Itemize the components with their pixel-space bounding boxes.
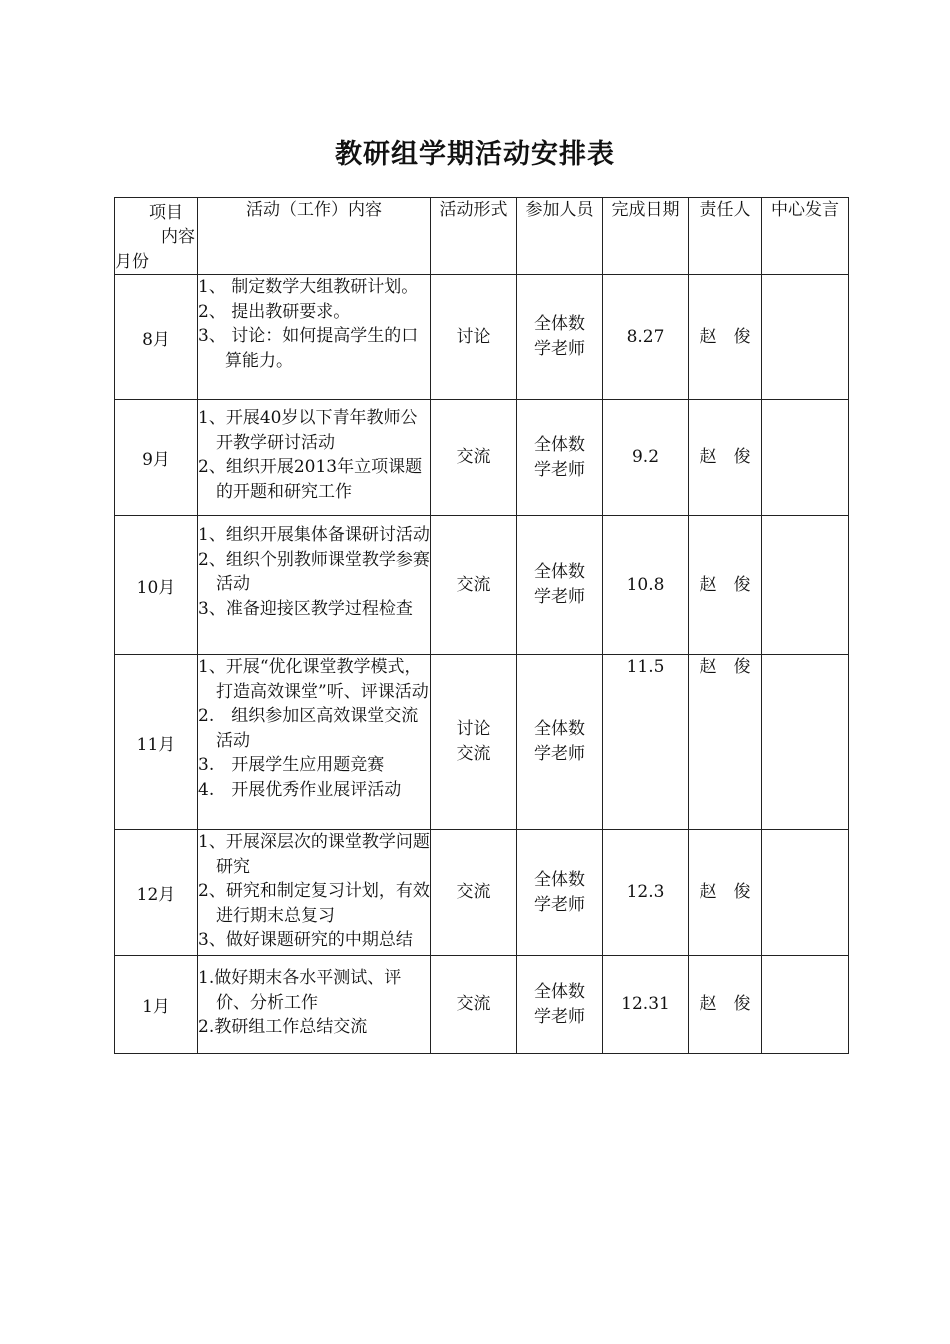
center-cell [762, 400, 849, 516]
month-cell: 8月 [115, 275, 198, 400]
table-row [115, 655, 849, 830]
form-cell: 讨论 [431, 275, 517, 400]
month-cell: 11月 [115, 655, 198, 830]
header-row [115, 198, 849, 275]
page-title: 教研组学期活动安排表 [335, 139, 615, 170]
date-cell: 10.8 [603, 516, 689, 655]
participants-cell [517, 400, 603, 516]
activity-item: 2. 组织参加区高效课堂交流活动 [198, 706, 419, 751]
activity-content-cell [198, 516, 431, 655]
header-corner-cell [115, 198, 198, 275]
header-participants: 参加人员 [517, 198, 603, 275]
participants-cell [517, 516, 603, 655]
activity-item: 3、 讨论：如何提高学生的口算能力。 [198, 326, 419, 371]
activity-item: 1、组织开展集体备课研讨活动 [198, 525, 430, 545]
activity-content-cell [198, 830, 431, 956]
header-activity: 活动（工作）内容 [198, 198, 431, 275]
activity-content-cell [198, 275, 431, 400]
table-row [115, 830, 849, 956]
date-cell: 11.5 [603, 655, 689, 830]
activity-content-cell [198, 400, 431, 516]
participants-text: 全体数学老师 [534, 314, 585, 359]
participants-cell [517, 956, 603, 1054]
owner-cell: 赵 俊 [689, 275, 762, 400]
corner-content-label: 内容 [161, 227, 195, 247]
table-row [115, 956, 849, 1054]
activity-item: 4. 开展优秀作业展评活动 [198, 779, 402, 800]
activity-item: 2、 提出教研要求。 [198, 301, 351, 322]
date-cell: 8.27 [603, 275, 689, 400]
activity-item: 1、开展深层次的课堂教学问题研究 [198, 832, 430, 877]
activity-item: 3、做好课题研究的中期总结 [198, 930, 413, 950]
activity-item: 2、组织个别教师课堂教学参赛活动 [198, 549, 430, 594]
participants-cell [517, 830, 603, 956]
activity-content-cell [198, 956, 431, 1054]
participants-cell [517, 655, 603, 830]
form-cell: 交流 [431, 830, 517, 956]
form-cell [431, 655, 517, 830]
form-cell: 交流 [431, 516, 517, 655]
owner-cell: 赵 俊 [689, 400, 762, 516]
center-cell [762, 275, 849, 400]
participants-text: 全体数学老师 [534, 562, 585, 607]
participants-text: 全体数学老师 [534, 869, 585, 915]
table-row [115, 400, 849, 516]
header-owner: 责任人 [689, 198, 762, 275]
owner-cell: 赵 俊 [689, 956, 762, 1054]
date-cell: 9.2 [603, 400, 689, 516]
center-cell [762, 956, 849, 1054]
table-row [115, 275, 849, 400]
form-text: 讨论交流 [456, 719, 491, 764]
participants-cell [517, 275, 603, 400]
form-cell: 交流 [431, 400, 517, 516]
header-center: 中心发言 [762, 198, 849, 275]
activity-item: 1、 制定数学大组教研计划。 [198, 277, 419, 297]
table-row [115, 516, 849, 655]
participants-text: 全体数学老师 [534, 981, 585, 1027]
participants-text: 全体数学老师 [534, 719, 585, 764]
owner-cell: 赵 俊 [689, 830, 762, 956]
corner-item-label: 项目 [149, 203, 183, 223]
activity-item: 1、开展“优化课堂教学模式，打造高效课堂”听、评课活动 [198, 657, 429, 702]
header-date: 完成日期 [603, 198, 689, 275]
activity-item: 1、开展40岁以下青年教师公开教学研讨活动 [198, 408, 418, 453]
center-cell [762, 516, 849, 655]
owner-cell: 赵 俊 [689, 516, 762, 655]
activity-item: 2.教研组工作总结交流 [198, 1017, 368, 1037]
activity-item: 3、准备迎接区教学过程检查 [198, 598, 413, 619]
month-cell: 10月 [115, 516, 198, 655]
form-cell: 交流 [431, 956, 517, 1054]
date-cell: 12.3 [603, 830, 689, 956]
activity-content-cell [198, 655, 431, 830]
activity-item: 2、研究和制定复习计划，有效进行期末总复习 [198, 881, 430, 926]
month-cell: 12月 [115, 830, 198, 956]
activity-item: 3. 开展学生应用题竞赛 [198, 755, 385, 775]
date-cell: 12.31 [603, 956, 689, 1054]
month-cell: 1月 [115, 956, 198, 1054]
corner-month-label: 月份 [115, 252, 149, 272]
header-form: 活动形式 [431, 198, 517, 275]
activity-schedule-table [114, 197, 849, 1054]
center-cell [762, 830, 849, 956]
center-cell [762, 655, 849, 830]
participants-text: 全体数学老师 [534, 434, 585, 480]
activity-item: 2、组织开展2013年立项课题的开题和研究工作 [198, 457, 423, 502]
month-cell: 9月 [115, 400, 198, 516]
activity-item: 1.做好期末各水平测试、评价、分析工作 [198, 968, 402, 1013]
owner-cell: 赵 俊 [689, 655, 762, 830]
